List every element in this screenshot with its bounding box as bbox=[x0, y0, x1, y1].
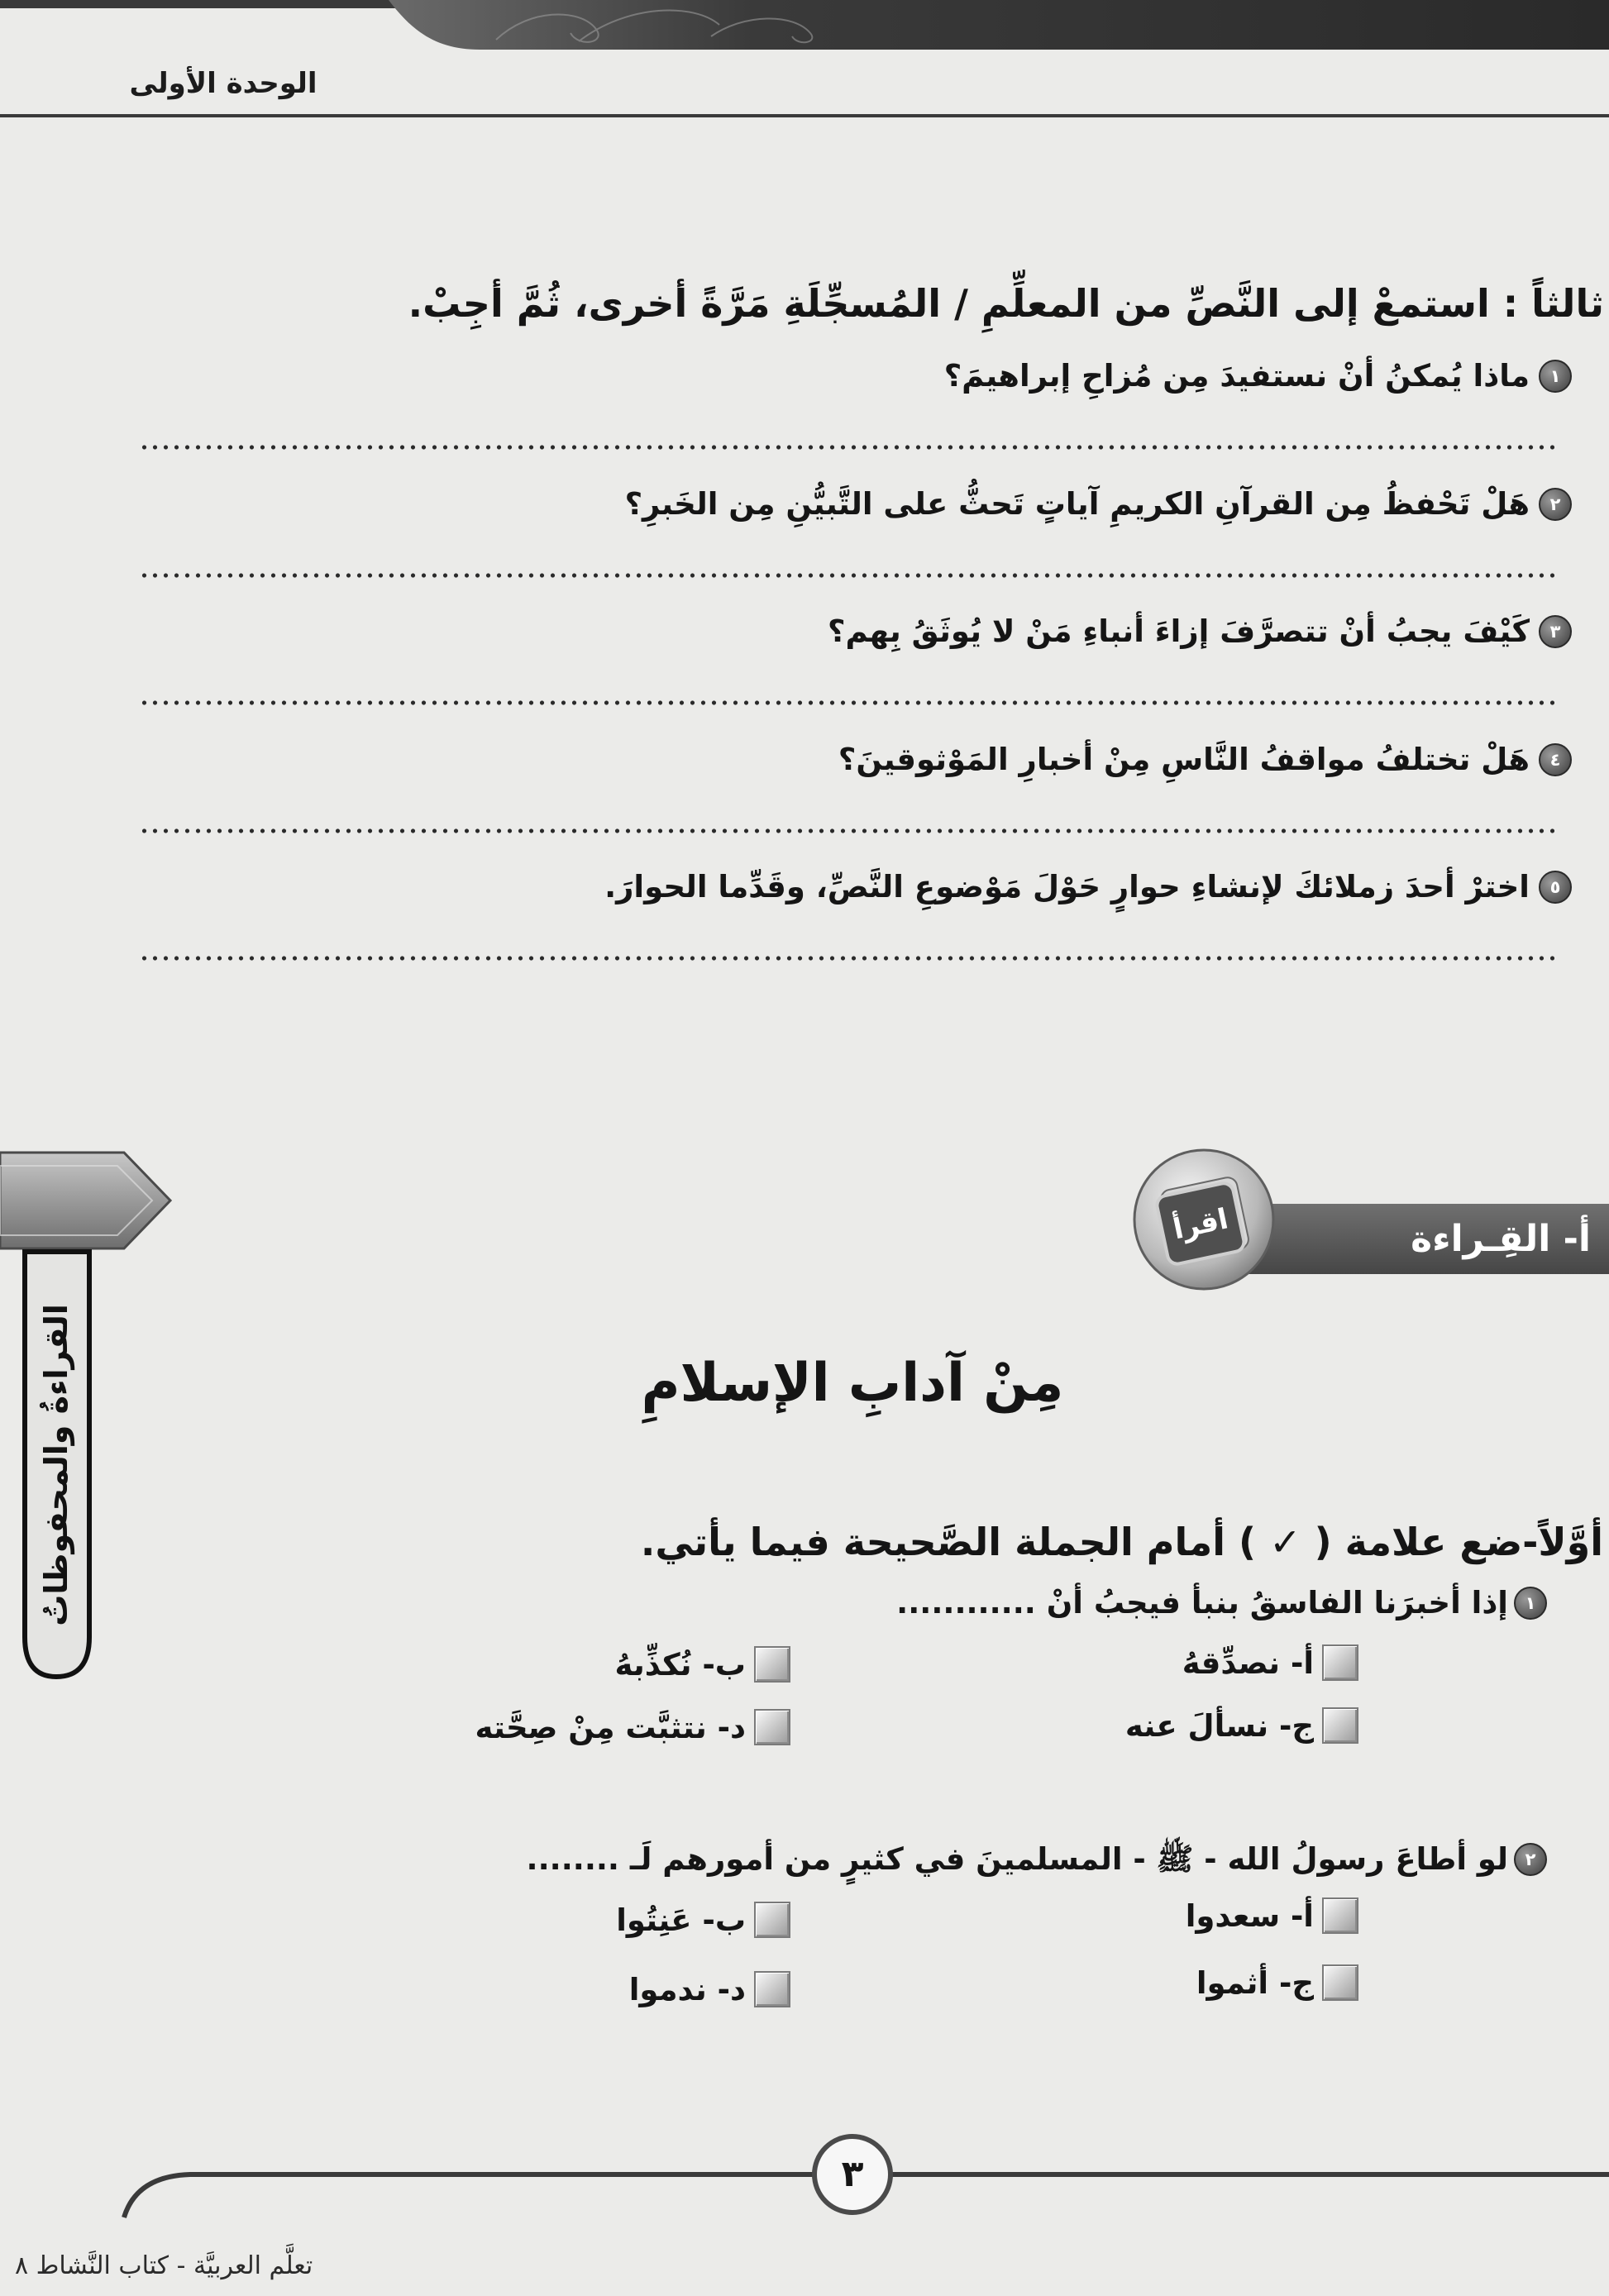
question-text: هَلْ تَحْفظُ مِن القرآنِ الكريمِ آياتٍ تَحثُّ على التَّبيُّنِ مِن الخَبرِ؟ bbox=[624, 485, 1530, 522]
option-label: ب- عَنِتُوا bbox=[616, 1902, 746, 1938]
option-label: ب- نُكذِّبهُ bbox=[614, 1646, 746, 1683]
option-label: أ- نصدِّقهُ bbox=[1182, 1644, 1314, 1681]
lesson-title: مِنْ آدابِ الإسلامِ bbox=[641, 1353, 1064, 1414]
option-a bbox=[1182, 1640, 1358, 1686]
option-c bbox=[1196, 1959, 1358, 2006]
read-book-icon bbox=[1129, 1145, 1278, 1294]
side-tab-decoration bbox=[0, 1141, 190, 1703]
option-d bbox=[629, 1966, 790, 2012]
checkbox[interactable] bbox=[754, 1971, 790, 2007]
option-label: ج- نسألَ عنه bbox=[1124, 1707, 1314, 1744]
arrow-right-icon bbox=[0, 1153, 170, 1248]
checkbox[interactable] bbox=[1322, 1707, 1358, 1744]
exercise-instruction: أوَّلاً-ضع علامة ( ✓ ) أمام الجملة الصَّحيحة فيما يأتي. bbox=[640, 1520, 1603, 1564]
listening-questions bbox=[0, 351, 1609, 990]
answer-line[interactable] bbox=[139, 828, 1554, 833]
option-label: أ- سعدوا bbox=[1185, 1897, 1314, 1934]
checkbox[interactable] bbox=[754, 1709, 790, 1745]
option-label: د- نتثبَّت مِنْ صِحَّته bbox=[475, 1709, 746, 1745]
question-row bbox=[0, 351, 1609, 480]
option-b bbox=[616, 1897, 790, 1943]
item-stem: لو أطاعَ رسولُ الله - ﷺ - المسلمينَ في كثيرٍ من أمورهم لَـ ........ bbox=[526, 1841, 1508, 1877]
checkbox[interactable] bbox=[754, 1646, 790, 1683]
question-text: ماذا يُمكنُ أنْ نستفيدَ مِن مُزاحِ إبراهيمَ؟ bbox=[943, 358, 1530, 394]
header-band bbox=[389, 0, 1609, 50]
side-tab-label: القراءةُ والمحفوظاتُ bbox=[38, 1304, 74, 1626]
option-b bbox=[614, 1641, 790, 1687]
checkbox[interactable] bbox=[754, 1902, 790, 1938]
answer-line[interactable] bbox=[139, 573, 1554, 578]
question-text: هَلْ تختلفُ مواقفُ النَّاسِ مِنْ أخبارِ المَوْثوقينَ؟ bbox=[838, 741, 1530, 777]
checkbox[interactable] bbox=[1322, 1964, 1358, 2001]
question-row bbox=[0, 862, 1609, 990]
question-row bbox=[0, 480, 1609, 608]
unit-title: الوحدة الأولى bbox=[129, 67, 318, 100]
question-number-badge: ٣ bbox=[1539, 615, 1572, 648]
question-number-badge: ١ bbox=[1539, 360, 1572, 393]
checkbox[interactable] bbox=[1322, 1897, 1358, 1934]
checkbox[interactable] bbox=[1322, 1644, 1358, 1681]
item-number-badge: ١ bbox=[1514, 1587, 1547, 1620]
book-title: تعلَّم العربيَّة - كتاب النَّشاط ٨ bbox=[15, 2251, 313, 2280]
reading-section-label: أ- القِـراءة bbox=[1411, 1218, 1591, 1260]
option-label: ج- أثموا bbox=[1196, 1964, 1314, 2001]
question-number-badge: ٢ bbox=[1539, 488, 1572, 521]
header-top-strip bbox=[0, 0, 430, 8]
question-number-badge: ٤ bbox=[1539, 743, 1572, 776]
question-text: اخترْ أحدَ زملائكَ لإنشاءِ حوارٍ حَوْلَ مَوْضوعِ النَّصِّ، وقَدِّما الحوارَ. bbox=[604, 869, 1530, 905]
option-label: د- ندموا bbox=[628, 1971, 746, 2007]
option-c bbox=[1125, 1702, 1358, 1749]
answer-line[interactable] bbox=[139, 956, 1554, 961]
item-stem: إذا أخبرَنا الفاسقُ بنبأ فيجبُ أنْ ............ bbox=[896, 1585, 1508, 1621]
listening-heading: ثالثاً : استمعْ إلى النَّصِّ من المعلِّمِ / المُسجِّلَةِ مَرَّةً أخرى، ثُمَّ أجِبْ. bbox=[408, 281, 1604, 326]
question-row bbox=[0, 607, 1609, 735]
answer-line[interactable] bbox=[139, 445, 1554, 450]
item-number-badge: ٢ bbox=[1514, 1843, 1547, 1876]
question-number-badge: ٥ bbox=[1539, 871, 1572, 904]
answer-line[interactable] bbox=[139, 700, 1554, 705]
question-row bbox=[0, 735, 1609, 863]
question-text: كَيْفَ يجبُ أنْ تتصرَّفَ إزاءَ أنباءِ مَنْ لا يُوثَقُ بِهم؟ bbox=[827, 613, 1530, 649]
page-number: ٣ bbox=[812, 2134, 893, 2215]
option-a bbox=[1186, 1893, 1358, 1939]
option-d bbox=[475, 1704, 790, 1750]
icon-label: اقرأ bbox=[1170, 1202, 1231, 1247]
